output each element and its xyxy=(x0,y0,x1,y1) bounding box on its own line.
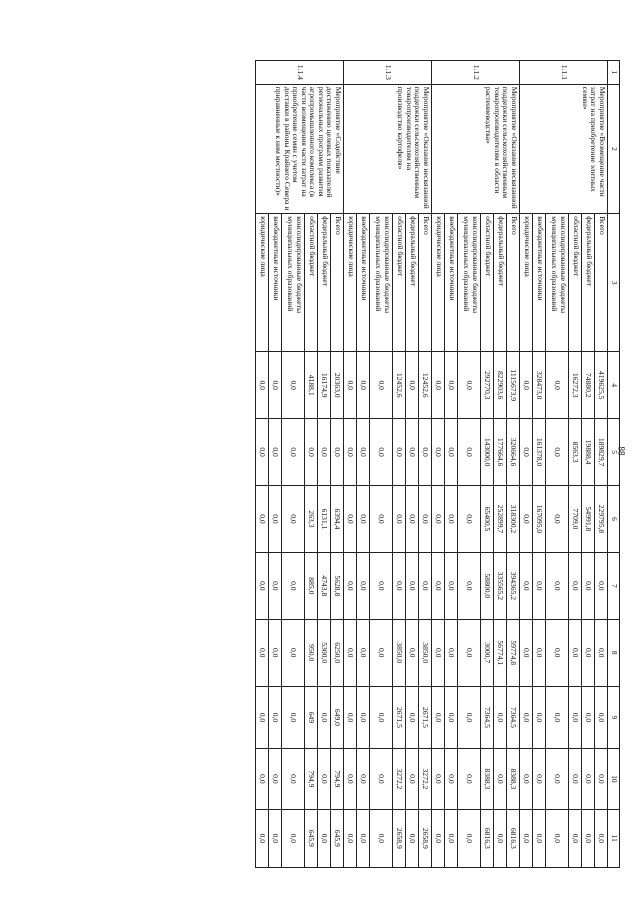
value-cell: 0,0 xyxy=(370,749,393,809)
table-body xyxy=(256,61,608,868)
value-cell: 0,0 xyxy=(582,809,595,867)
value-cell: 0,0 xyxy=(393,486,406,553)
value-cell: 6816,3 xyxy=(507,809,520,867)
funding-source: внебюджетные источники xyxy=(269,214,282,352)
value-cell: 0,0 xyxy=(595,809,608,867)
value-cell: 0,0 xyxy=(419,419,432,486)
value-cell: 0,0 xyxy=(282,686,305,749)
value-cell: 12452,6 xyxy=(419,352,432,419)
header-cell: 1 xyxy=(608,61,620,85)
table-row xyxy=(419,61,432,868)
rotated-page xyxy=(120,60,620,868)
value-cell: 0,0 xyxy=(406,809,419,867)
value-cell: 5628,8 xyxy=(331,552,344,619)
value-cell: 0,0 xyxy=(432,486,445,553)
value-cell: 0,0 xyxy=(269,619,282,686)
value-cell: 0,0 xyxy=(569,749,582,809)
value-cell: 0,0 xyxy=(445,552,458,619)
value-cell: 0,0 xyxy=(445,809,458,867)
value-cell: 0,0 xyxy=(520,686,533,749)
funding-source: федеральный бюджет xyxy=(582,214,595,352)
value-cell: 0,0 xyxy=(520,749,533,809)
value-cell: 0,0 xyxy=(533,552,546,619)
item-code: 1.1.4 xyxy=(256,61,344,85)
funding-source: областной бюджет xyxy=(305,214,318,352)
value-cell: 0,0 xyxy=(406,749,419,809)
value-cell: 0,0 xyxy=(458,552,481,619)
value-cell: 0,0 xyxy=(458,619,481,686)
value-cell: 0,0 xyxy=(357,486,370,553)
value-cell: 0,0 xyxy=(282,486,305,553)
value-cell: 0,0 xyxy=(269,352,282,419)
value-cell: 0,0 xyxy=(520,352,533,419)
value-cell: 0,0 xyxy=(357,749,370,809)
value-cell: 0,0 xyxy=(569,809,582,867)
value-cell: 0,0 xyxy=(357,352,370,419)
value-cell: 3272,2 xyxy=(419,749,432,809)
value-cell: 3000,7 xyxy=(481,619,494,686)
value-cell: 0,0 xyxy=(406,486,419,553)
value-cell: 0,0 xyxy=(546,352,569,419)
value-cell: 6250,0 xyxy=(331,619,344,686)
value-cell: 0,0 xyxy=(370,419,393,486)
value-cell: 0,0 xyxy=(256,749,269,809)
value-cell: 292770,3 xyxy=(481,352,494,419)
value-cell: 320664,6 xyxy=(507,419,520,486)
funding-source: областной бюджет xyxy=(569,214,582,352)
funding-source: внебюджетные источники xyxy=(533,214,546,352)
value-cell: 20363,0 xyxy=(331,352,344,419)
funding-source: областной бюджет xyxy=(481,214,494,352)
value-cell: 0,0 xyxy=(458,419,481,486)
funding-source: юридические лица xyxy=(432,214,445,352)
value-cell: 0,0 xyxy=(520,419,533,486)
value-cell: 0,0 xyxy=(595,619,608,686)
value-cell: 0,0 xyxy=(546,419,569,486)
value-cell: 0,0 xyxy=(569,619,582,686)
value-cell: 16174,9 xyxy=(318,352,331,419)
header-cell: 3 xyxy=(608,214,620,352)
funding-source: Всего xyxy=(419,214,432,352)
value-cell: 177664,6 xyxy=(494,419,507,486)
item-code: 1.1.1 xyxy=(520,61,608,85)
table-row xyxy=(507,61,520,868)
value-cell: 0,0 xyxy=(256,619,269,686)
value-cell: 7364,5 xyxy=(481,686,494,749)
header-cell: 10 xyxy=(608,749,620,809)
value-cell: 0,0 xyxy=(432,352,445,419)
value-cell: 0,0 xyxy=(269,486,282,553)
value-cell: 0,0 xyxy=(582,619,595,686)
funding-source: юридические лица xyxy=(520,214,533,352)
funding-source: федеральный бюджет xyxy=(494,214,507,352)
value-cell: 0,0 xyxy=(432,419,445,486)
value-cell: 0,0 xyxy=(520,486,533,553)
funding-source: консолидированные бюджеты муниципальных образований xyxy=(546,214,569,352)
header-cell: 11 xyxy=(608,809,620,867)
funding-source: внебюджетные источники xyxy=(445,214,458,352)
value-cell: 0,0 xyxy=(318,809,331,867)
value-cell: 0,0 xyxy=(432,686,445,749)
value-cell: 335565,2 xyxy=(494,552,507,619)
value-cell: 0,0 xyxy=(595,749,608,809)
value-cell: 0,0 xyxy=(445,686,458,749)
value-cell: 0,0 xyxy=(406,686,419,749)
value-cell: 3272,2 xyxy=(393,749,406,809)
value-cell: 822903,6 xyxy=(494,352,507,419)
value-cell: 0,0 xyxy=(344,352,357,419)
value-cell: 0,0 xyxy=(520,809,533,867)
item-code: 1.1.2 xyxy=(432,61,520,85)
item-name: Мероприятие «Оказание несвязанной поддержки сельскохозяйственным товаропроизводителям в области растениеводства» xyxy=(432,84,520,213)
value-cell: 167095,0 xyxy=(533,486,546,553)
funding-source: внебюджетные источники xyxy=(357,214,370,352)
value-cell: 0,0 xyxy=(393,552,406,619)
value-cell: 229795,8 xyxy=(595,486,608,553)
item-name: Мероприятие «Возмещение части затрат на приобретение элитных семян» xyxy=(520,84,608,213)
value-cell: 2658,9 xyxy=(393,809,406,867)
value-cell: 0,0 xyxy=(406,352,419,419)
value-cell: 0,0 xyxy=(546,749,569,809)
value-cell: 0,0 xyxy=(370,809,393,867)
value-cell: 318300,2 xyxy=(507,486,520,553)
value-cell: 0,0 xyxy=(344,486,357,553)
value-cell: 4743,8 xyxy=(318,552,331,619)
value-cell: 56774,1 xyxy=(494,619,507,686)
value-cell: 74880,2 xyxy=(582,352,595,419)
table-row xyxy=(595,61,608,868)
value-cell: 6394,4 xyxy=(331,486,344,553)
header-cell: 7 xyxy=(608,552,620,619)
value-cell: 0,0 xyxy=(393,419,406,486)
value-cell: 0,0 xyxy=(344,552,357,619)
value-cell: 0,0 xyxy=(282,809,305,867)
value-cell: 0,0 xyxy=(445,486,458,553)
value-cell: 794,9 xyxy=(331,749,344,809)
value-cell: 0,0 xyxy=(458,686,481,749)
value-cell: 263,3 xyxy=(305,486,318,553)
value-cell: 0,0 xyxy=(445,352,458,419)
funding-source: Всего xyxy=(595,214,608,352)
value-cell: 7709,0 xyxy=(569,486,582,553)
value-cell: 645,9 xyxy=(305,809,318,867)
value-cell: 649,0 xyxy=(331,686,344,749)
value-cell: 189829,7 xyxy=(595,419,608,486)
value-cell: 0,0 xyxy=(546,809,569,867)
funding-source: консолидированные бюджеты муниципальных образований xyxy=(458,214,481,352)
value-cell: 0,0 xyxy=(256,809,269,867)
value-cell: 2671,5 xyxy=(393,686,406,749)
value-cell: 0,0 xyxy=(494,809,507,867)
value-cell: 0,0 xyxy=(569,686,582,749)
funding-source: консолидированные бюджеты муниципальных образований xyxy=(370,214,393,352)
header-cell: 6 xyxy=(608,486,620,553)
value-cell: 5300,0 xyxy=(318,619,331,686)
value-cell: 0,0 xyxy=(344,419,357,486)
value-cell: 0,0 xyxy=(406,619,419,686)
value-cell: 0,0 xyxy=(282,419,305,486)
value-cell: 0,0 xyxy=(357,809,370,867)
value-cell: 0,0 xyxy=(370,686,393,749)
value-cell: 0,0 xyxy=(533,619,546,686)
funding-source: федеральный бюджет xyxy=(318,214,331,352)
value-cell: 0,0 xyxy=(458,809,481,867)
value-cell: 0,0 xyxy=(331,419,344,486)
value-cell: 58800,0 xyxy=(481,552,494,619)
table-row xyxy=(331,61,344,868)
value-cell: 419625,5 xyxy=(595,352,608,419)
value-cell: 0,0 xyxy=(357,619,370,686)
value-cell: 12452,6 xyxy=(393,352,406,419)
header-cell: 8 xyxy=(608,619,620,686)
value-cell: 0,0 xyxy=(344,619,357,686)
funding-source: юридические лица xyxy=(344,214,357,352)
value-cell: 885,0 xyxy=(305,552,318,619)
value-cell: 0,0 xyxy=(546,552,569,619)
value-cell: 645,9 xyxy=(331,809,344,867)
value-cell: 252899,7 xyxy=(494,486,507,553)
header-cell: 2 xyxy=(608,84,620,213)
value-cell: 0,0 xyxy=(406,552,419,619)
value-cell: 0,0 xyxy=(318,419,331,486)
value-cell: 0,0 xyxy=(533,749,546,809)
value-cell: 0,0 xyxy=(282,749,305,809)
value-cell: 0,0 xyxy=(370,619,393,686)
value-cell: 0,0 xyxy=(445,619,458,686)
value-cell: 0,0 xyxy=(318,686,331,749)
value-cell: 0,0 xyxy=(582,552,595,619)
value-cell: 8388,3 xyxy=(507,749,520,809)
value-cell: 2658,9 xyxy=(419,809,432,867)
value-cell: 0,0 xyxy=(419,552,432,619)
value-cell: 0,0 xyxy=(370,552,393,619)
value-cell: 0,0 xyxy=(520,552,533,619)
value-cell: 794,9 xyxy=(305,749,318,809)
value-cell: 328473,0 xyxy=(533,352,546,419)
funding-source: Всего xyxy=(507,214,520,352)
value-cell: 0,0 xyxy=(370,486,393,553)
value-cell: 0,0 xyxy=(419,486,432,553)
value-cell: 1115673,9 xyxy=(507,352,520,419)
item-name: Мероприятие «Оказание несвязанной поддержки сельскохозяйственным товаропроизводителям на производство картофеля» xyxy=(344,84,432,213)
page-number: 88 xyxy=(616,446,627,456)
value-cell: 0,0 xyxy=(256,486,269,553)
value-cell: 0,0 xyxy=(595,552,608,619)
value-cell: 0,0 xyxy=(569,552,582,619)
value-cell: 0,0 xyxy=(494,686,507,749)
value-cell: 0,0 xyxy=(269,749,282,809)
value-cell: 7364,5 xyxy=(507,686,520,749)
header-row xyxy=(608,61,620,868)
value-cell: 0,0 xyxy=(445,749,458,809)
value-cell: 0,0 xyxy=(282,619,305,686)
funding-source: Всего xyxy=(331,214,344,352)
value-cell: 0,0 xyxy=(432,619,445,686)
value-cell: 0,0 xyxy=(406,419,419,486)
funding-source: консолидированные бюджеты муниципальных образований xyxy=(282,214,305,352)
value-cell: 0,0 xyxy=(582,686,595,749)
value-cell: 0,0 xyxy=(458,486,481,553)
value-cell: 59774,8 xyxy=(507,619,520,686)
value-cell: 0,0 xyxy=(445,419,458,486)
value-cell: 3850,0 xyxy=(393,619,406,686)
value-cell: 3850,0 xyxy=(419,619,432,686)
budget-table xyxy=(255,60,620,868)
value-cell: 6816,3 xyxy=(481,809,494,867)
value-cell: 950,0 xyxy=(305,619,318,686)
value-cell: 0,0 xyxy=(344,809,357,867)
value-cell: 0,0 xyxy=(344,749,357,809)
value-cell: 8388,3 xyxy=(481,749,494,809)
value-cell: 0,0 xyxy=(256,686,269,749)
value-cell: 0,0 xyxy=(282,552,305,619)
value-cell: 65400,5 xyxy=(481,486,494,553)
value-cell: 0,0 xyxy=(533,686,546,749)
value-cell: 0,0 xyxy=(282,352,305,419)
value-cell: 0,0 xyxy=(458,352,481,419)
value-cell: 2671,5 xyxy=(419,686,432,749)
value-cell: 0,0 xyxy=(269,419,282,486)
value-cell: 0,0 xyxy=(432,552,445,619)
item-code: 1.1.3 xyxy=(344,61,432,85)
value-cell: 0,0 xyxy=(256,552,269,619)
value-cell: 0,0 xyxy=(256,352,269,419)
value-cell: 143000,0 xyxy=(481,419,494,486)
header-cell: 5 xyxy=(608,419,620,486)
item-name: Мероприятие «Содействие достижению целевых показателей региональных программ развития агропромышленного комплекса (в части возмещения части затрат на приобретение семян с учетом доставки в районы Крайнего Севера и приравненные к ним местности)» xyxy=(256,84,344,213)
value-cell: 0,0 xyxy=(432,809,445,867)
value-cell: 0,0 xyxy=(305,419,318,486)
value-cell: 0,0 xyxy=(546,486,569,553)
header-cell: 4 xyxy=(608,352,620,419)
value-cell: 0,0 xyxy=(494,749,507,809)
value-cell: 0,0 xyxy=(318,749,331,809)
value-cell: 0,0 xyxy=(546,686,569,749)
value-cell: 19888,4 xyxy=(582,419,595,486)
value-cell: 0,0 xyxy=(582,749,595,809)
value-cell: 0,0 xyxy=(370,352,393,419)
value-cell: 161378,0 xyxy=(533,419,546,486)
value-cell: 649 xyxy=(305,686,318,749)
value-cell: 0,0 xyxy=(458,749,481,809)
value-cell: 0,0 xyxy=(432,749,445,809)
value-cell: 0,0 xyxy=(595,686,608,749)
value-cell: 0,0 xyxy=(357,686,370,749)
value-cell: 0,0 xyxy=(269,686,282,749)
value-cell: 0,0 xyxy=(533,809,546,867)
value-cell: 0,0 xyxy=(546,619,569,686)
value-cell: 0,0 xyxy=(357,552,370,619)
funding-source: юридические лица xyxy=(256,214,269,352)
value-cell: 0,0 xyxy=(269,552,282,619)
value-cell: 0,0 xyxy=(269,809,282,867)
value-cell: 54991,8 xyxy=(582,486,595,553)
header-cell: 9 xyxy=(608,686,620,749)
value-cell: 4188,1 xyxy=(305,352,318,419)
value-cell: 16272,3 xyxy=(569,352,582,419)
value-cell: 8563,3 xyxy=(569,419,582,486)
funding-source: областной бюджет xyxy=(393,214,406,352)
value-cell: 394365,2 xyxy=(507,552,520,619)
funding-source: федеральный бюджет xyxy=(406,214,419,352)
value-cell: 0,0 xyxy=(344,686,357,749)
value-cell: 0,0 xyxy=(520,619,533,686)
value-cell: 6131,1 xyxy=(318,486,331,553)
value-cell: 0,0 xyxy=(256,419,269,486)
value-cell: 0,0 xyxy=(357,419,370,486)
